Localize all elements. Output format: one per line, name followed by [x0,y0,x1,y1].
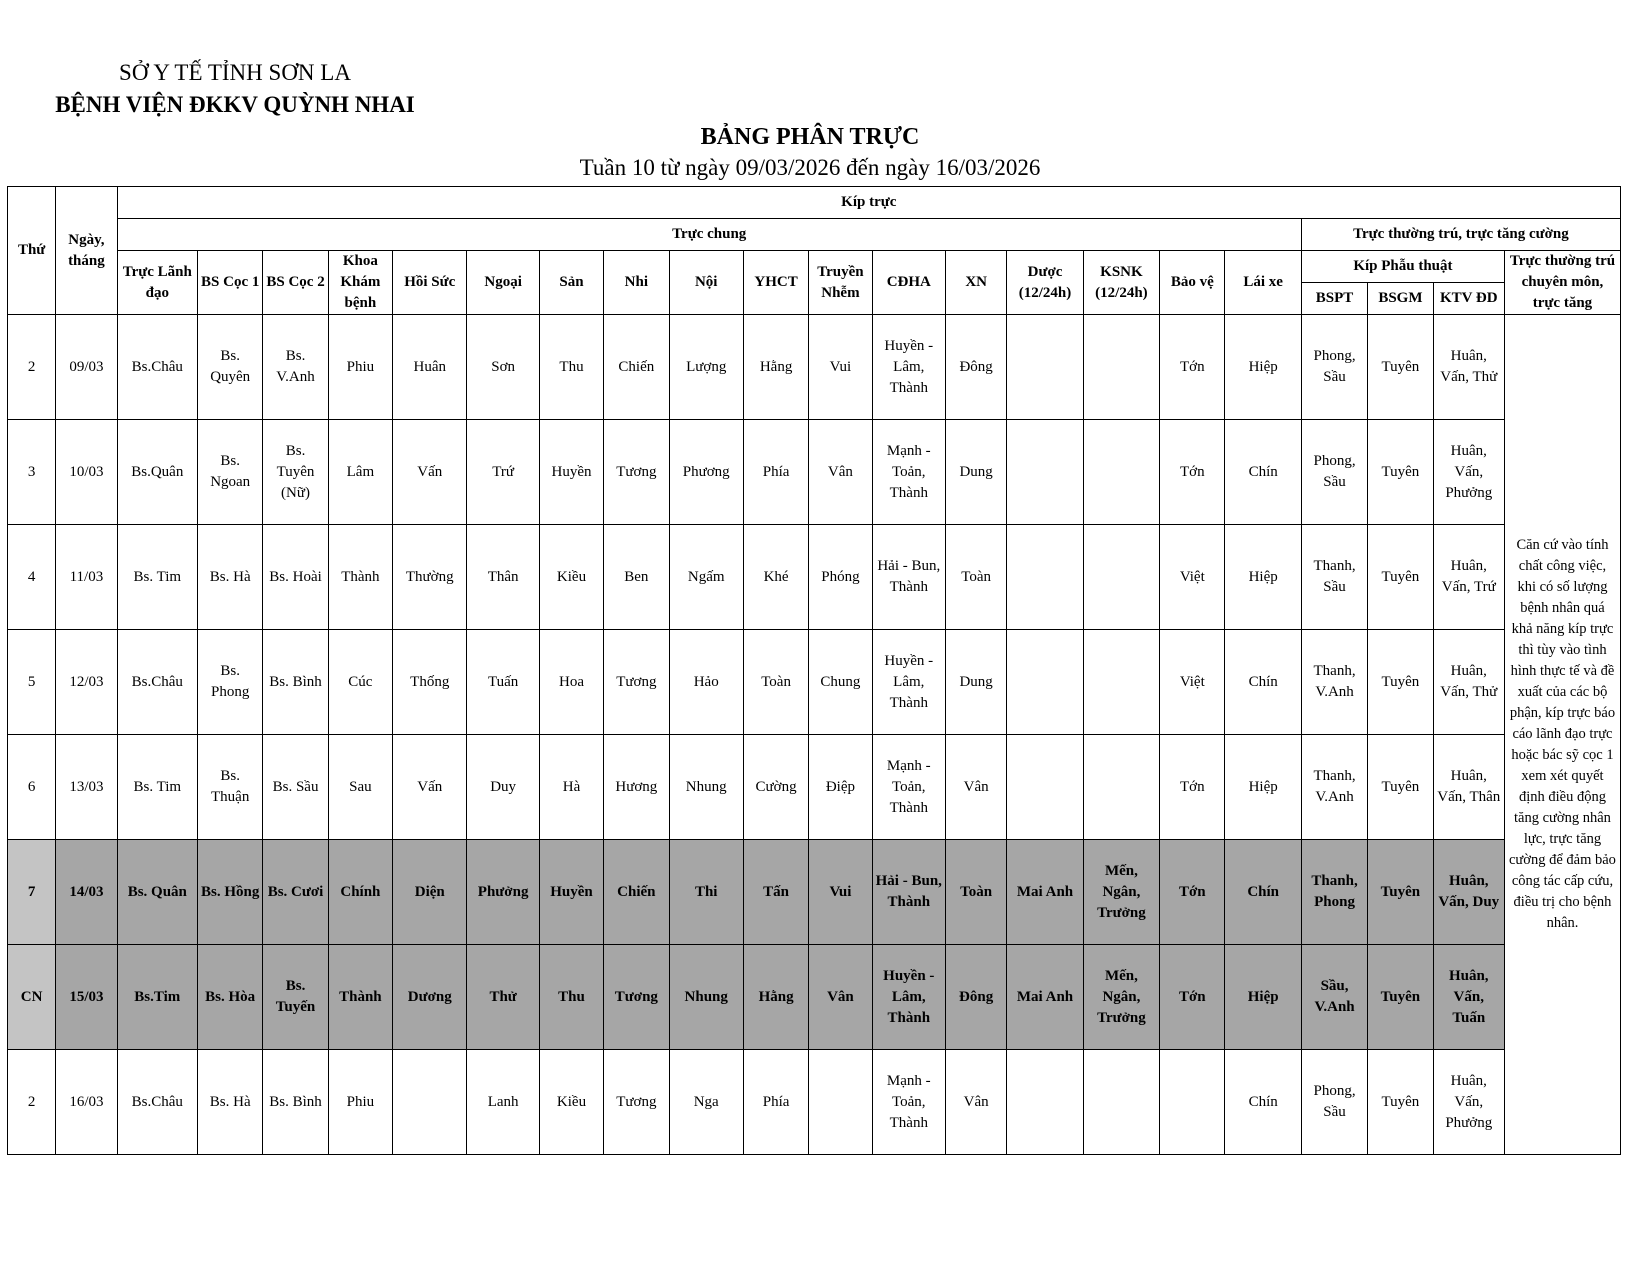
col-bspt: BSPT [1301,283,1367,315]
table-cell: Nhung [669,735,743,840]
table-cell: Chiến [604,840,669,945]
table-cell: Bs. Bình [263,630,328,735]
table-cell: Bs. Quân [117,840,197,945]
table-cell [1007,420,1083,525]
table-cell: Thanh, Sầu [1301,525,1367,630]
table-cell: Hà [539,735,603,840]
table-cell: Huyền - Lâm, Thành [872,630,945,735]
table-cell: Chín [1225,420,1301,525]
table-cell [1007,315,1083,420]
table-row [8,945,1621,1050]
table-cell: Diện [393,840,467,945]
table-cell [1083,420,1159,525]
table-cell: Phiu [328,315,392,420]
page-subtitle: Tuần 10 từ ngày 09/03/2026 đến ngày 16/03/2026 [579,155,1041,180]
table-cell [1007,1050,1083,1155]
header-ngay-thang: Ngày, tháng [56,187,117,315]
table-cell: 3 [8,420,56,525]
table-cell: Thanh, Phong [1301,840,1367,945]
table-cell: Hiệp [1225,945,1301,1050]
table-row [8,630,1621,735]
table-row [8,1050,1621,1155]
table-cell: Toàn [945,840,1006,945]
table-cell: Sơn [467,315,539,420]
roster-body [8,315,1621,1155]
hospital-name: BỆNH VIỆN ĐKKV QUỲNH NHAI [55,92,415,117]
table-cell: Sau [328,735,392,840]
table-cell: Tương [604,420,669,525]
table-cell: Bs. Cươi [263,840,328,945]
table-cell: Bs. Phong [198,630,263,735]
table-cell: Tớn [1160,945,1225,1050]
table-cell: Lâm [328,420,392,525]
table-cell: Bs. V.Anh [263,315,328,420]
col-hoi-suc: Hồi Sức [393,251,467,315]
table-cell: 13/03 [56,735,117,840]
table-cell: Chín [1225,840,1301,945]
table-cell: Hiệp [1225,525,1301,630]
table-cell: Phía [743,1050,808,1155]
table-cell: Thường [393,525,467,630]
table-cell: Bs. Tim [117,735,197,840]
table-cell: Toàn [945,525,1006,630]
table-cell: Thanh, V.Anh [1301,735,1367,840]
table-cell: Kiều [539,1050,603,1155]
col-bsgm: BSGM [1368,283,1433,315]
table-cell: Lượng [669,315,743,420]
table-cell: Bs. Hà [198,525,263,630]
table-cell: Bs. Quyên [198,315,263,420]
table-cell: Mai Anh [1007,945,1083,1050]
table-cell: Huân, Vấn, Phưởng [1433,1050,1504,1155]
table-cell: Chung [809,630,872,735]
table-cell: 4 [8,525,56,630]
department-name: SỞ Y TẾ TỈNH SƠN LA [119,60,351,85]
table-cell: Bs.Châu [117,630,197,735]
col-ngoai: Ngoại [467,251,539,315]
table-cell: Tuyên [1368,1050,1433,1155]
table-cell: Nga [669,1050,743,1155]
table-cell: Mạnh - Toản, Thành [872,420,945,525]
table-cell: Phía [743,420,808,525]
table-cell: Đông [945,315,1006,420]
table-cell: 2 [8,1050,56,1155]
table-cell: Tớn [1160,420,1225,525]
table-cell: Lanh [467,1050,539,1155]
col-ktv-dd: KTV ĐD [1433,283,1504,315]
table-cell: Tương [604,1050,669,1155]
table-cell: Việt [1160,525,1225,630]
table-cell: Bs. Hòa [198,945,263,1050]
table-cell: Vấn [393,420,467,525]
table-cell [1160,1050,1225,1155]
table-cell: Thanh, V.Anh [1301,630,1367,735]
table-cell: Phương [669,420,743,525]
col-truc-chuyen-mon: Trực thường trú chuyên môn, trực tăng [1504,251,1620,315]
table-cell: Tớn [1160,315,1225,420]
table-cell: Vân [945,1050,1006,1155]
table-cell [1083,525,1159,630]
table-cell: Hằng [743,315,808,420]
col-cdha: CĐHA [872,251,945,315]
table-cell: Huân, Vấn, Duy [1433,840,1504,945]
table-cell: Tấn [743,840,808,945]
escalation-note: Căn cứ vào tính chất công việc, khi có số lượng bệnh nhân quá khả năng kíp trực thì tùy vào tình hình thực tế và đề xuất của các bộ phận, kíp trực báo cáo lãnh đạo trực hoặc bác sỹ cọc 1 xem xét quyết định điều động tăng cường nhân lực, trực tăng cường để đảm bảo công tác cấp cứu, điều trị cho bệnh nhân. [1504,315,1620,1155]
table-row [8,315,1621,420]
table-cell: Ngấm [669,525,743,630]
table-cell: 6 [8,735,56,840]
table-cell: Bs.Châu [117,1050,197,1155]
table-cell: Phiu [328,1050,392,1155]
table-cell: 12/03 [56,630,117,735]
table-cell: Huân, Vấn, Phưởng [1433,420,1504,525]
table-cell: Mạnh - Toản, Thành [872,1050,945,1155]
table-cell: Phong, Sầu [1301,420,1367,525]
table-cell: Bs. Hồng [198,840,263,945]
table-cell: Tuyên [1368,735,1433,840]
table-cell: Vấn [393,735,467,840]
table-cell: Hải - Bun, Thành [872,840,945,945]
duty-roster-table [7,186,1621,1155]
table-cell: Bs. Tuyên (Nữ) [263,420,328,525]
table-cell: Tớn [1160,735,1225,840]
table-cell: Vân [945,735,1006,840]
table-cell: Huyền - Lâm, Thành [872,945,945,1050]
table-cell: Điệp [809,735,872,840]
table-cell: Tuyên [1368,840,1433,945]
table-cell: Mến, Ngân, Trưởng [1083,945,1159,1050]
table-cell: Bs.Châu [117,315,197,420]
table-cell: Bs. Thuận [198,735,263,840]
table-cell: Dung [945,630,1006,735]
table-cell [1007,630,1083,735]
table-cell: Bs. Sầu [263,735,328,840]
table-cell: Hiệp [1225,315,1301,420]
col-lai-xe: Lái xe [1225,251,1301,315]
table-cell: Mạnh - Toản, Thành [872,735,945,840]
table-cell: Sầu, V.Anh [1301,945,1367,1050]
table-cell: Bs. Hoài [263,525,328,630]
col-duoc: Dược (12/24h) [1007,251,1083,315]
table-cell: Huân, Vấn, Thử [1433,630,1504,735]
table-cell: Mai Anh [1007,840,1083,945]
table-row [8,735,1621,840]
table-cell: Việt [1160,630,1225,735]
table-cell: 11/03 [56,525,117,630]
table-cell: Phưởng [467,840,539,945]
table-cell: Hảo [669,630,743,735]
col-nhi: Nhi [604,251,669,315]
table-cell: Hoa [539,630,603,735]
table-cell: Huyền [539,420,603,525]
table-cell: Trứ [467,420,539,525]
col-truc-lanh-dao: Trực Lãnh đạo [117,251,197,315]
table-cell: Mến, Ngân, Trưởng [1083,840,1159,945]
table-cell: Huân, Vấn, Tuấn [1433,945,1504,1050]
table-cell: Hải - Bun, Thành [872,525,945,630]
table-cell: Chín [1225,1050,1301,1155]
table-cell: Hiệp [1225,735,1301,840]
table-cell: Cúc [328,630,392,735]
page-title: BẢNG PHÂN TRỰC [700,124,920,150]
table-cell: Bs. Hà [198,1050,263,1155]
table-cell: Thử [467,945,539,1050]
table-cell: Hằng [743,945,808,1050]
table-cell: Tớn [1160,840,1225,945]
table-cell: Chiến [604,315,669,420]
table-cell: Huân, Vấn, Thân [1433,735,1504,840]
table-cell [1083,630,1159,735]
table-cell: Khé [743,525,808,630]
table-cell: Phóng [809,525,872,630]
table-cell [393,1050,467,1155]
table-cell: Tuyên [1368,315,1433,420]
table-cell [809,1050,872,1155]
table-cell: Ben [604,525,669,630]
table-cell: 14/03 [56,840,117,945]
table-cell: Toàn [743,630,808,735]
table-cell: Bs. Tim [117,525,197,630]
table-cell: Tuyên [1368,945,1433,1050]
table-cell: 09/03 [56,315,117,420]
table-cell: Tuấn [467,630,539,735]
header-truc-chung: Trực chung [117,219,1301,251]
table-cell: Thu [539,945,603,1050]
col-yhct: YHCT [743,251,808,315]
table-cell: Huyền - Lâm, Thành [872,315,945,420]
table-cell: Tương [604,945,669,1050]
table-cell: Đông [945,945,1006,1050]
table-cell: Bs. Tuyến [263,945,328,1050]
table-cell: Tuyên [1368,525,1433,630]
col-bao-ve: Bảo vệ [1160,251,1225,315]
table-cell: Bs. Ngoan [198,420,263,525]
table-cell: CN [8,945,56,1050]
table-cell: Nhung [669,945,743,1050]
table-cell: Huân, Vấn, Trứ [1433,525,1504,630]
table-cell: Dương [393,945,467,1050]
table-row [8,840,1621,945]
table-cell: Phong, Sầu [1301,315,1367,420]
col-ksnk: KSNK (12/24h) [1083,251,1159,315]
table-row [8,420,1621,525]
table-cell: Bs.Quân [117,420,197,525]
table-cell: Thu [539,315,603,420]
table-cell: Huân, Vấn, Thử [1433,315,1504,420]
table-cell: Chín [1225,630,1301,735]
col-khoa-kham-benh: Khoa Khám bệnh [328,251,392,315]
table-cell: Dung [945,420,1006,525]
table-cell: Thống [393,630,467,735]
table-cell: Phong, Sầu [1301,1050,1367,1155]
table-cell: Thành [328,525,392,630]
table-cell: Duy [467,735,539,840]
table-cell: Tuyên [1368,420,1433,525]
table-cell: 5 [8,630,56,735]
table-cell: Vui [809,315,872,420]
table-cell: 7 [8,840,56,945]
col-san: Sản [539,251,603,315]
table-cell: Tuyên [1368,630,1433,735]
table-cell: Tương [604,630,669,735]
table-row [8,525,1621,630]
col-truyen-nhiem: Truyền Nhễm [809,251,872,315]
header-kip-phau-thuat: Kíp Phẫu thuật [1301,251,1504,283]
table-cell: Chính [328,840,392,945]
col-bs-coc-2: BS Cọc 2 [263,251,328,315]
table-cell [1083,735,1159,840]
table-cell: Thành [328,945,392,1050]
col-xn: XN [945,251,1006,315]
table-cell: Vui [809,840,872,945]
table-cell: Hương [604,735,669,840]
table-cell [1007,525,1083,630]
table-cell: Huyền [539,840,603,945]
table-cell: 16/03 [56,1050,117,1155]
table-cell: Bs.Tim [117,945,197,1050]
col-bs-coc-1: BS Cọc 1 [198,251,263,315]
table-cell: 2 [8,315,56,420]
table-cell: Huân [393,315,467,420]
table-cell: 10/03 [56,420,117,525]
table-cell [1007,735,1083,840]
table-cell: Bs. Bình [263,1050,328,1155]
table-cell: 15/03 [56,945,117,1050]
header-kip-truc: Kíp trực [117,187,1620,219]
table-cell: Kiều [539,525,603,630]
table-cell [1083,315,1159,420]
table-cell: Cường [743,735,808,840]
table-cell: Vân [809,945,872,1050]
header-thu: Thứ [8,187,56,315]
table-cell: Vân [809,420,872,525]
col-noi: Nội [669,251,743,315]
header-truc-thuong-tru: Trực thường trú, trực tăng cường [1301,219,1620,251]
table-cell [1083,1050,1159,1155]
table-cell: Thi [669,840,743,945]
table-cell: Thân [467,525,539,630]
